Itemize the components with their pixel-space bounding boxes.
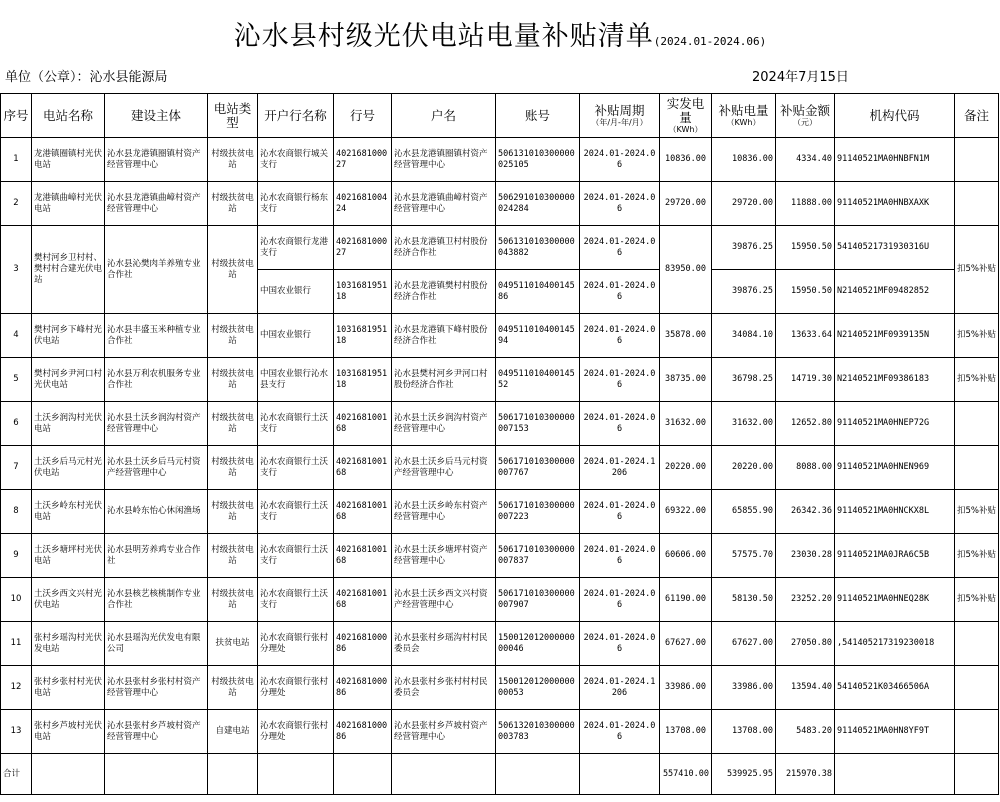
subsidy-amount-cell: 8088.00 [776, 446, 835, 490]
bank-no-cell: 103168195118 [334, 314, 392, 358]
org-code-cell: 91140521MA0JRA6C5B [835, 534, 955, 578]
col-bank: 开户行名称 [258, 94, 334, 138]
station-name-cell: 樊村河乡尹河口村光伏电站 [32, 358, 105, 402]
subsidy-qty-cell: 31632.00 [712, 402, 776, 446]
document-period: (2024.01-2024.06) [653, 35, 767, 48]
table-row [1, 490, 999, 534]
bank-cell: 沁水农商银行土沃支行 [258, 490, 334, 534]
station-type-cell: 扶贫电站 [208, 622, 258, 666]
empty-cell [955, 754, 999, 795]
generation-cell: 67627.00 [660, 622, 712, 666]
bank-cell: 沁水农商银行土沃支行 [258, 534, 334, 578]
bank-no-cell: 402168100424 [334, 182, 392, 226]
bank-no-cell: 402168100027 [334, 226, 392, 270]
bank-cell: 中国农业银行 [258, 270, 334, 314]
col-account-name: 户名 [392, 94, 496, 138]
empty-cell [334, 754, 392, 795]
period-cell: 2024.01-2024.06 [580, 358, 660, 402]
seq-cell: 11 [1, 622, 32, 666]
period-cell: 2024.01-2024.06 [580, 622, 660, 666]
col-period-sub: （年/月-年/月） [591, 118, 648, 127]
subsidy-qty-cell: 10836.00 [712, 138, 776, 182]
station-name-cell: 樊村河乡下峰村光伏电站 [32, 314, 105, 358]
owner-cell: 沁水县土沃乡后马元村资产经营管理中心 [105, 446, 208, 490]
owner-cell: 沁水县张村乡芦坡村资产经营管理中心 [105, 710, 208, 754]
generation-cell: 10836.00 [660, 138, 712, 182]
table-header-row [1, 94, 999, 138]
generation-cell: 33986.00 [660, 666, 712, 710]
note-cell [955, 138, 999, 182]
account-name-cell: 沁水县龙港镇曲嶂村资产经营管理中心 [392, 182, 496, 226]
total-label-cell: 合计 [1, 754, 32, 795]
account-name-cell: 沁水县土沃乡润沟村资产经营管理中心 [392, 402, 496, 446]
bank-no-cell: 402168100168 [334, 402, 392, 446]
station-name-cell: 张村乡张村村光伏电站 [32, 666, 105, 710]
generation-cell: 31632.00 [660, 402, 712, 446]
org-code-cell: 91140521MA0HNCKX8L [835, 490, 955, 534]
seq-cell: 4 [1, 314, 32, 358]
owner-cell: 沁水县龙港镇圈镇村资产经营管理中心 [105, 138, 208, 182]
bank-no-cell: 402168100086 [334, 710, 392, 754]
issuing-unit: 单位（公章）：沁水县能源局 [5, 70, 168, 85]
account-name-cell: 沁水县张村乡芦坡村资产经营管理中心 [392, 710, 496, 754]
owner-cell: 沁水县核艺核桃制作专业合作社 [105, 578, 208, 622]
generation-cell: 29720.00 [660, 182, 712, 226]
period-cell: 2024.01-2024.06 [580, 402, 660, 446]
note-cell: 扣5%补贴 [955, 226, 999, 314]
station-name-cell: 张村乡瑶沟村光伏发电站 [32, 622, 105, 666]
subsidy-amount-cell: 14719.30 [776, 358, 835, 402]
org-code-cell: 91140521MA0HNEN969 [835, 446, 955, 490]
account-name-cell: 沁水县龙港镇圈镇村资产经营管理中心 [392, 138, 496, 182]
account-no-cell: 506171010300000007223 [496, 490, 580, 534]
account-name-cell: 沁水县土沃乡岭东村资产经营管理中心 [392, 490, 496, 534]
col-org: 机构代码 [835, 94, 955, 138]
period-cell: 2024.01-2024.06 [580, 710, 660, 754]
bank-no-cell: 402168100168 [334, 578, 392, 622]
bank-cell: 中国农业银行沁水县支行 [258, 358, 334, 402]
bank-no-cell: 402168100168 [334, 446, 392, 490]
seq-cell: 5 [1, 358, 32, 402]
station-name-cell: 土沃乡塘坪村光伏电站 [32, 534, 105, 578]
account-no-cell: 506131010300000025105 [496, 138, 580, 182]
document-title-block [0, 14, 1000, 53]
owner-cell: 沁水县龙港镇曲嶂村资产经营管理中心 [105, 182, 208, 226]
station-name-cell: 土沃乡西文兴村光伏电站 [32, 578, 105, 622]
station-type-cell: 村级扶贫电站 [208, 182, 258, 226]
station-name-cell: 土沃乡后马元村光伏电站 [32, 446, 105, 490]
col-bank-no: 行号 [334, 94, 392, 138]
generation-cell: 38735.00 [660, 358, 712, 402]
total-row [1, 754, 999, 795]
col-period [580, 94, 660, 138]
subsidy-qty-cell: 36798.25 [712, 358, 776, 402]
subsidy-amount-cell: 26342.36 [776, 490, 835, 534]
subsidy-amount-cell: 13633.64 [776, 314, 835, 358]
bank-cell: 中国农业银行 [258, 314, 334, 358]
bank-cell: 沁水农商银行土沃支行 [258, 446, 334, 490]
bank-no-cell: 103168195118 [334, 270, 392, 314]
account-no-cell: 15001201200000000053 [496, 666, 580, 710]
note-cell [955, 182, 999, 226]
period-cell: 2024.01-2024.06 [580, 226, 660, 270]
station-name-cell: 土沃乡岭东村光伏电站 [32, 490, 105, 534]
generation-cell: 35878.00 [660, 314, 712, 358]
bank-no-cell: 103168195118 [334, 358, 392, 402]
period-cell: 2024.01-2024.1206 [580, 446, 660, 490]
account-no-cell: 506171010300000007767 [496, 446, 580, 490]
org-code-cell: 91140521MA0HNEP72G [835, 402, 955, 446]
table-row [1, 578, 999, 622]
generation-cell: 60606.00 [660, 534, 712, 578]
period-cell: 2024.01-2024.06 [580, 182, 660, 226]
org-code-cell: ,541405217319230018 [835, 622, 955, 666]
bank-cell: 沁水农商银行龙港支行 [258, 226, 334, 270]
bank-cell: 沁水农商银行张村分理处 [258, 710, 334, 754]
account-no-cell: 506171010300000007153 [496, 402, 580, 446]
table-row [1, 358, 999, 402]
col-name: 电站名称 [32, 94, 105, 138]
subsidy-qty-cell: 20220.00 [712, 446, 776, 490]
col-amount-unit: （元） [793, 118, 817, 127]
subsidy-qty-cell: 39876.25 [712, 270, 776, 314]
bank-no-cell: 402168100027 [334, 138, 392, 182]
col-seq: 序号 [1, 94, 32, 138]
issue-date: 2024年7月15日 [752, 70, 849, 85]
subsidy-amount-cell: 12652.80 [776, 402, 835, 446]
col-gen [660, 94, 712, 138]
table-row [1, 226, 999, 270]
owner-cell: 沁水县万利农机服务专业合作社 [105, 358, 208, 402]
account-name-cell: 沁水县土沃乡西文兴村资产经营管理中心 [392, 578, 496, 622]
bank-cell: 沁水农商银行土沃支行 [258, 578, 334, 622]
generation-cell: 61190.00 [660, 578, 712, 622]
generation-cell: 13708.00 [660, 710, 712, 754]
bank-no-cell: 402168100168 [334, 490, 392, 534]
table-row [1, 182, 999, 226]
period-cell: 2024.01-2024.06 [580, 490, 660, 534]
subsidy-qty-cell: 39876.25 [712, 226, 776, 270]
station-type-cell: 村级扶贫电站 [208, 226, 258, 314]
empty-cell [580, 754, 660, 795]
bank-cell: 沁水农商银行张村分理处 [258, 666, 334, 710]
account-name-cell: 沁水县土沃乡后马元村资产经营管理中心 [392, 446, 496, 490]
owner-cell: 沁水县明芳养鸡专业合作社 [105, 534, 208, 578]
org-code-cell: 91140521MA0HNBFN1M [835, 138, 955, 182]
account-name-cell: 沁水县龙港镇卫村村股份经济合作社 [392, 226, 496, 270]
subsidy-qty-cell: 29720.00 [712, 182, 776, 226]
account-no-cell: 506132010300000003783 [496, 710, 580, 754]
owner-cell: 沁水县张村乡张村村资产经营管理中心 [105, 666, 208, 710]
owner-cell: 沁水县丰盛玉米种植专业合作社 [105, 314, 208, 358]
account-no-cell: 506131010300000043882 [496, 226, 580, 270]
account-name-cell: 沁水县樊村河乡尹河口村股份经济合作社 [392, 358, 496, 402]
seq-cell: 8 [1, 490, 32, 534]
period-cell: 2024.01-2024.06 [580, 534, 660, 578]
subsidy-amount-cell: 4334.40 [776, 138, 835, 182]
seq-cell: 12 [1, 666, 32, 710]
org-code-cell: 54140521K03466506A [835, 666, 955, 710]
subsidy-qty-cell: 33986.00 [712, 666, 776, 710]
table-row [1, 402, 999, 446]
station-name-cell: 土沃乡润沟村光伏电站 [32, 402, 105, 446]
period-cell: 2024.01-2024.06 [580, 314, 660, 358]
account-no-cell: 506171010300000007907 [496, 578, 580, 622]
subsidy-amount-cell: 23030.28 [776, 534, 835, 578]
seq-cell: 2 [1, 182, 32, 226]
subsidy-table [0, 93, 999, 795]
empty-cell [835, 754, 955, 795]
note-cell: 扣5%补贴 [955, 358, 999, 402]
col-amount-label: 补贴金额 [779, 103, 830, 118]
org-code-cell: 91140521MA0HNEQ28K [835, 578, 955, 622]
subsidy-qty-cell: 13708.00 [712, 710, 776, 754]
seq-cell: 10 [1, 578, 32, 622]
table-row [1, 622, 999, 666]
generation-cell: 20220.00 [660, 446, 712, 490]
account-name-cell: 沁水县张村乡张村村村民委员会 [392, 666, 496, 710]
note-cell: 扣5%补贴 [955, 534, 999, 578]
col-sub-qty-label: 补贴电量 [718, 103, 769, 118]
owner-cell: 沁水县沁樊肉羊养殖专业合作社 [105, 226, 208, 314]
col-amount [776, 94, 835, 138]
station-type-cell: 村级扶贫电站 [208, 490, 258, 534]
subsidy-amount-cell: 27050.80 [776, 622, 835, 666]
owner-cell: 沁水县瑶沟光伏发电有限公司 [105, 622, 208, 666]
total-subsidy-amount-cell: 215970.38 [776, 754, 835, 795]
empty-cell [392, 754, 496, 795]
col-gen-label: 实发电量 [666, 96, 705, 125]
bank-cell: 沁水农商银行城关支行 [258, 138, 334, 182]
col-type: 电站类型 [208, 94, 258, 138]
subsidy-qty-cell: 58130.50 [712, 578, 776, 622]
col-sub-qty-unit: （KWh） [726, 118, 761, 127]
subsidy-qty-cell: 34084.10 [712, 314, 776, 358]
generation-cell: 83950.00 [660, 226, 712, 314]
station-type-cell: 村级扶贫电站 [208, 358, 258, 402]
empty-cell [258, 754, 334, 795]
seq-cell: 7 [1, 446, 32, 490]
org-code-cell: 91140521MA0HN8YF9T [835, 710, 955, 754]
period-cell: 2024.01-2024.06 [580, 270, 660, 314]
org-code-cell: N2140521MF09386183 [835, 358, 955, 402]
station-type-cell: 村级扶贫电站 [208, 402, 258, 446]
note-cell [955, 402, 999, 446]
note-cell [955, 710, 999, 754]
seq-cell: 9 [1, 534, 32, 578]
station-name-cell: 张村乡芦坡村光伏电站 [32, 710, 105, 754]
col-note: 备注 [955, 94, 999, 138]
account-name-cell: 沁水县龙港镇樊村村股份经济合作社 [392, 270, 496, 314]
station-type-cell: 村级扶贫电站 [208, 138, 258, 182]
bank-cell: 沁水农商银行杨东支行 [258, 182, 334, 226]
seq-cell: 3 [1, 226, 32, 314]
org-code-cell: 54140521731930316U [835, 226, 955, 270]
seq-cell: 13 [1, 710, 32, 754]
empty-cell [496, 754, 580, 795]
station-type-cell: 村级扶贫电站 [208, 578, 258, 622]
station-type-cell: 村级扶贫电站 [208, 666, 258, 710]
station-name-cell: 龙港镇圈镇村光伏电站 [32, 138, 105, 182]
station-type-cell: 村级扶贫电站 [208, 446, 258, 490]
subsidy-qty-cell: 65855.90 [712, 490, 776, 534]
note-cell [955, 666, 999, 710]
bank-cell: 沁水农商银行张村分理处 [258, 622, 334, 666]
org-code-cell: 91140521MA0HNBXAXK [835, 182, 955, 226]
period-cell: 2024.01-2024.06 [580, 578, 660, 622]
table-row [1, 710, 999, 754]
col-gen-unit: （KWh） [668, 125, 703, 134]
station-type-cell: 自建电站 [208, 710, 258, 754]
subsidy-amount-cell: 11888.00 [776, 182, 835, 226]
bank-no-cell: 402168100086 [334, 666, 392, 710]
note-cell: 扣5%补贴 [955, 490, 999, 534]
bank-no-cell: 402168100168 [334, 534, 392, 578]
station-name-cell: 樊村河乡卫村村、樊村村合建光伏电站 [32, 226, 105, 314]
note-cell: 扣5%补贴 [955, 578, 999, 622]
account-no-cell: 04951101040014594 [496, 314, 580, 358]
seq-cell: 6 [1, 402, 32, 446]
subsidy-qty-cell: 67627.00 [712, 622, 776, 666]
note-cell [955, 446, 999, 490]
account-name-cell: 沁水县龙港镇下峰村股份经济合作社 [392, 314, 496, 358]
subsidy-qty-cell: 57575.70 [712, 534, 776, 578]
owner-cell: 沁水县岭东怡心休闲渔场 [105, 490, 208, 534]
station-type-cell: 村级扶贫电站 [208, 534, 258, 578]
empty-cell [208, 754, 258, 795]
table-row [1, 446, 999, 490]
col-period-label: 补贴周期 [594, 103, 645, 118]
note-cell: 扣5%补贴 [955, 314, 999, 358]
col-owner: 建设主体 [105, 94, 208, 138]
account-no-cell: 04951101040014552 [496, 358, 580, 402]
total-generation-cell: 557410.00 [660, 754, 712, 795]
owner-cell: 沁水县土沃乡润沟村资产经营管理中心 [105, 402, 208, 446]
table-row [1, 666, 999, 710]
subsidy-amount-cell: 15950.50 [776, 270, 835, 314]
subsidy-amount-cell: 23252.20 [776, 578, 835, 622]
table-row [1, 314, 999, 358]
bank-cell: 沁水农商银行土沃支行 [258, 402, 334, 446]
account-no-cell: 506171010300000007837 [496, 534, 580, 578]
account-name-cell: 沁水县土沃乡塘坪村资产经营管理中心 [392, 534, 496, 578]
subsidy-amount-cell: 13594.40 [776, 666, 835, 710]
account-no-cell: 506291010300000024284 [496, 182, 580, 226]
table-row [1, 534, 999, 578]
total-subsidy-qty-cell: 539925.95 [712, 754, 776, 795]
subsidy-amount-cell: 5483.20 [776, 710, 835, 754]
subsidy-amount-cell: 15950.50 [776, 226, 835, 270]
empty-cell [32, 754, 105, 795]
note-cell [955, 622, 999, 666]
org-code-cell: N2140521MF0939135N [835, 314, 955, 358]
document-title: 沁水县村级光伏电站电量补贴清单 [233, 21, 654, 52]
period-cell: 2024.01-2024.06 [580, 138, 660, 182]
account-name-cell: 沁水县张村乡瑶沟村村民委员会 [392, 622, 496, 666]
station-type-cell: 村级扶贫电站 [208, 314, 258, 358]
table-row [1, 138, 999, 182]
org-code-cell: N2140521MF09482852 [835, 270, 955, 314]
account-no-cell: 15001201200000000046 [496, 622, 580, 666]
bank-no-cell: 402168100086 [334, 622, 392, 666]
seq-cell: 1 [1, 138, 32, 182]
empty-cell [105, 754, 208, 795]
generation-cell: 69322.00 [660, 490, 712, 534]
period-cell: 2024.01-2024.1206 [580, 666, 660, 710]
account-no-cell: 04951101040014586 [496, 270, 580, 314]
col-sub-qty [712, 94, 776, 138]
col-account-no: 账号 [496, 94, 580, 138]
station-name-cell: 龙港镇曲嶂村光伏电站 [32, 182, 105, 226]
